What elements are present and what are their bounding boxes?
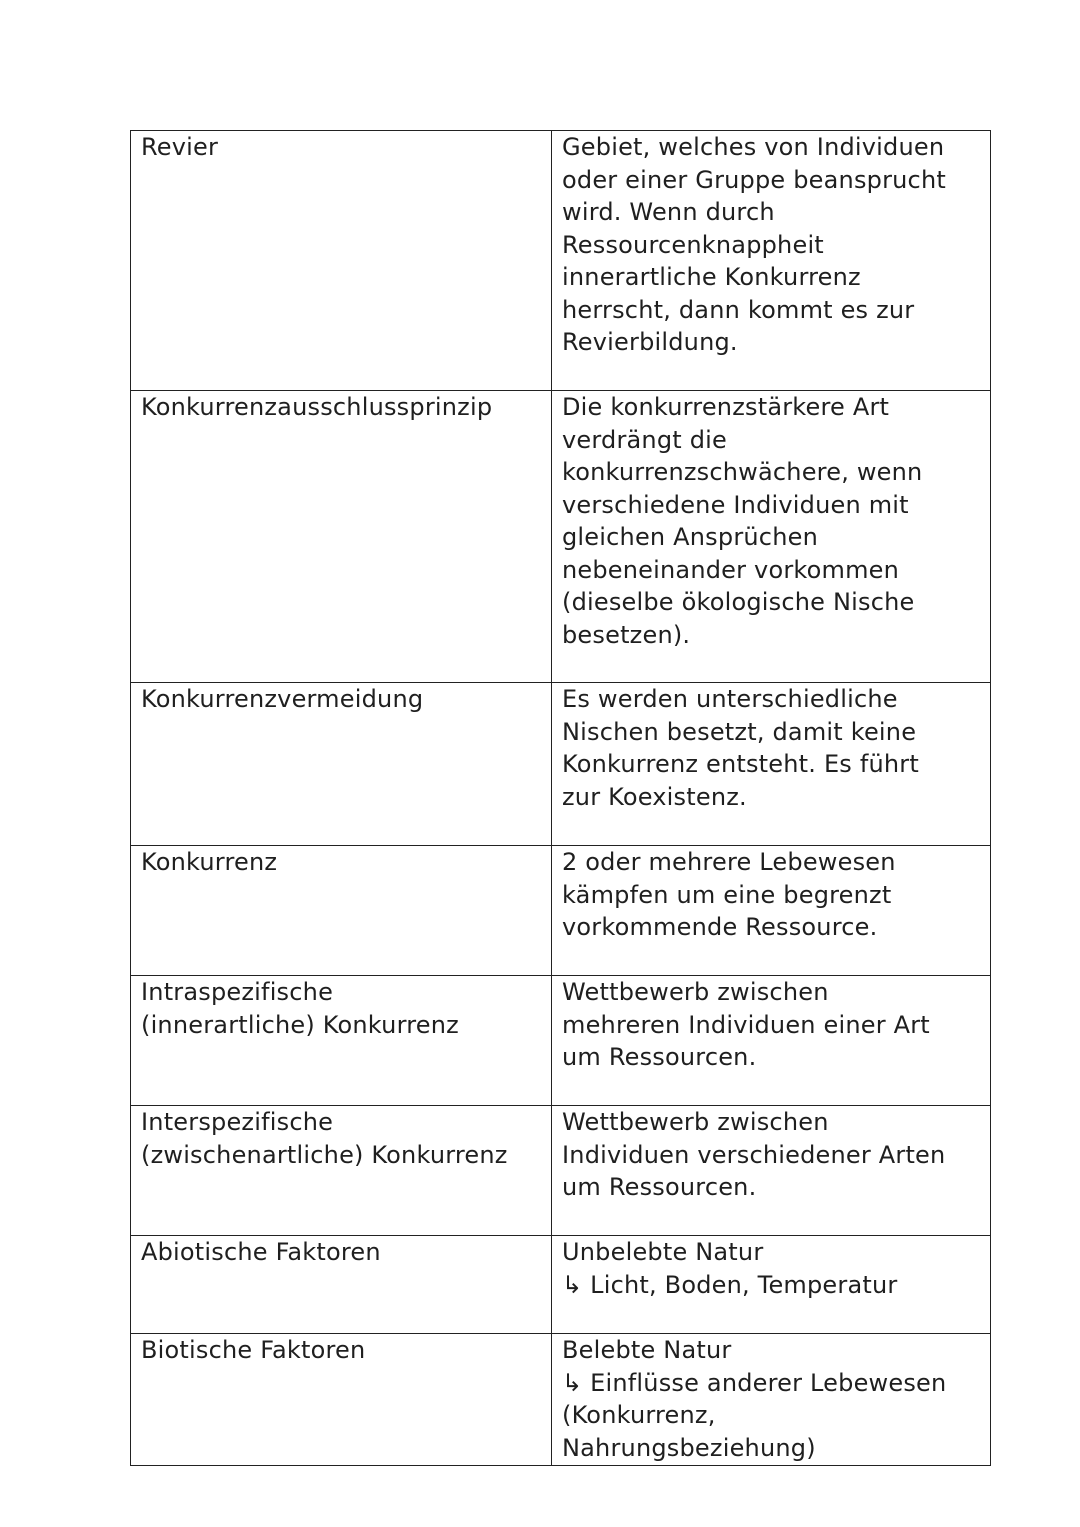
definition-text: Nischen besetzt, damit keine	[562, 717, 917, 746]
definition-text: gleichen Ansprüchen	[562, 523, 818, 551]
definition-text: Konkurrenz entsteht. Es führt	[562, 750, 919, 778]
definition-cell	[552, 131, 991, 391]
glossary-table	[130, 130, 991, 1466]
table-row	[131, 1334, 991, 1466]
definition-text: ↳ Einflüsse anderer Lebewesen	[562, 1368, 947, 1397]
definition-text: Wettbewerb zwischen	[562, 978, 829, 1006]
term-cell	[131, 1334, 552, 1466]
definition-text: Individuen verschiedener Arten	[562, 1140, 946, 1169]
term-text: Biotische Faktoren	[141, 1336, 366, 1364]
definition-text: verdrängt die	[562, 425, 727, 454]
term-cell	[131, 846, 552, 976]
definition-text: (dieselbe ökologische Nische	[562, 588, 915, 616]
term-cell	[131, 1236, 552, 1334]
definition-text: herrscht, dann kommt es zur	[562, 295, 915, 324]
definition-text: ↳ Licht, Boden, Temperatur	[562, 1270, 898, 1299]
definition-text: Revierbildung.	[562, 328, 738, 356]
definition-text: oder einer Gruppe beansprucht	[562, 165, 946, 194]
definition-text: mehreren Individuen einer Art	[562, 1010, 930, 1039]
definition-text: 2 oder mehrere Lebewesen	[562, 848, 896, 876]
table-row	[131, 683, 991, 846]
table-row	[131, 1236, 991, 1334]
term-cell	[131, 1106, 552, 1236]
definition-text: um Ressourcen.	[562, 1173, 757, 1201]
table-row	[131, 391, 991, 683]
definition-text: um Ressourcen.	[562, 1043, 757, 1071]
definition-text: Ressourcenknappheit	[562, 230, 824, 259]
term-cell	[131, 976, 552, 1106]
definition-text: vorkommende Ressource.	[562, 913, 878, 941]
term-cell	[131, 391, 552, 683]
definition-text: Gebiet, welches von Individuen	[562, 133, 945, 161]
term-text: Konkurrenz	[141, 848, 278, 876]
definition-text: Nahrungsbeziehung)	[562, 1433, 816, 1462]
definition-text: Wettbewerb zwischen	[562, 1108, 829, 1136]
definition-text: nebeneinander vorkommen	[562, 555, 900, 584]
table-row	[131, 131, 991, 391]
term-text: Interspezifische	[141, 1108, 334, 1136]
definition-text: Belebte Natur	[562, 1336, 732, 1364]
definition-text: besetzen).	[562, 620, 691, 649]
term-text: (innerartliche) Konkurrenz	[141, 1010, 459, 1039]
definition-text: Es werden unterschiedliche	[562, 685, 898, 713]
definition-text: Die konkurrenzstärkere Art	[562, 393, 890, 421]
definition-text: Unbelebte Natur	[562, 1238, 764, 1266]
definition-cell	[552, 976, 991, 1106]
definition-text: zur Koexistenz.	[562, 782, 747, 811]
definition-text: verschiedene Individuen mit	[562, 490, 909, 519]
definition-cell	[552, 1106, 991, 1236]
term-text: Intraspezifische	[141, 978, 334, 1006]
definition-text: kämpfen um eine begrenzt	[562, 880, 892, 909]
term-text: Revier	[141, 133, 219, 161]
term-cell	[131, 131, 552, 391]
definition-text: (Konkurrenz,	[562, 1401, 716, 1429]
definition-text: konkurrenzschwächere, wenn	[562, 458, 923, 486]
definition-cell	[552, 391, 991, 683]
definition-text: innerartliche Konkurrenz	[562, 263, 861, 291]
term-text: Konkurrenzausschlussprinzip	[141, 393, 493, 421]
definition-text: wird. Wenn durch	[562, 198, 775, 226]
definition-cell	[552, 1236, 991, 1334]
definition-cell	[552, 683, 991, 846]
term-text: (zwischenartliche) Konkurrenz	[141, 1140, 508, 1169]
term-cell	[131, 683, 552, 846]
term-text: Konkurrenzvermeidung	[141, 685, 424, 713]
table-row	[131, 846, 991, 976]
definition-cell	[552, 1334, 991, 1466]
table-row	[131, 976, 991, 1106]
definition-cell	[552, 846, 991, 976]
term-text: Abiotische Faktoren	[141, 1238, 381, 1266]
table-row	[131, 1106, 991, 1236]
